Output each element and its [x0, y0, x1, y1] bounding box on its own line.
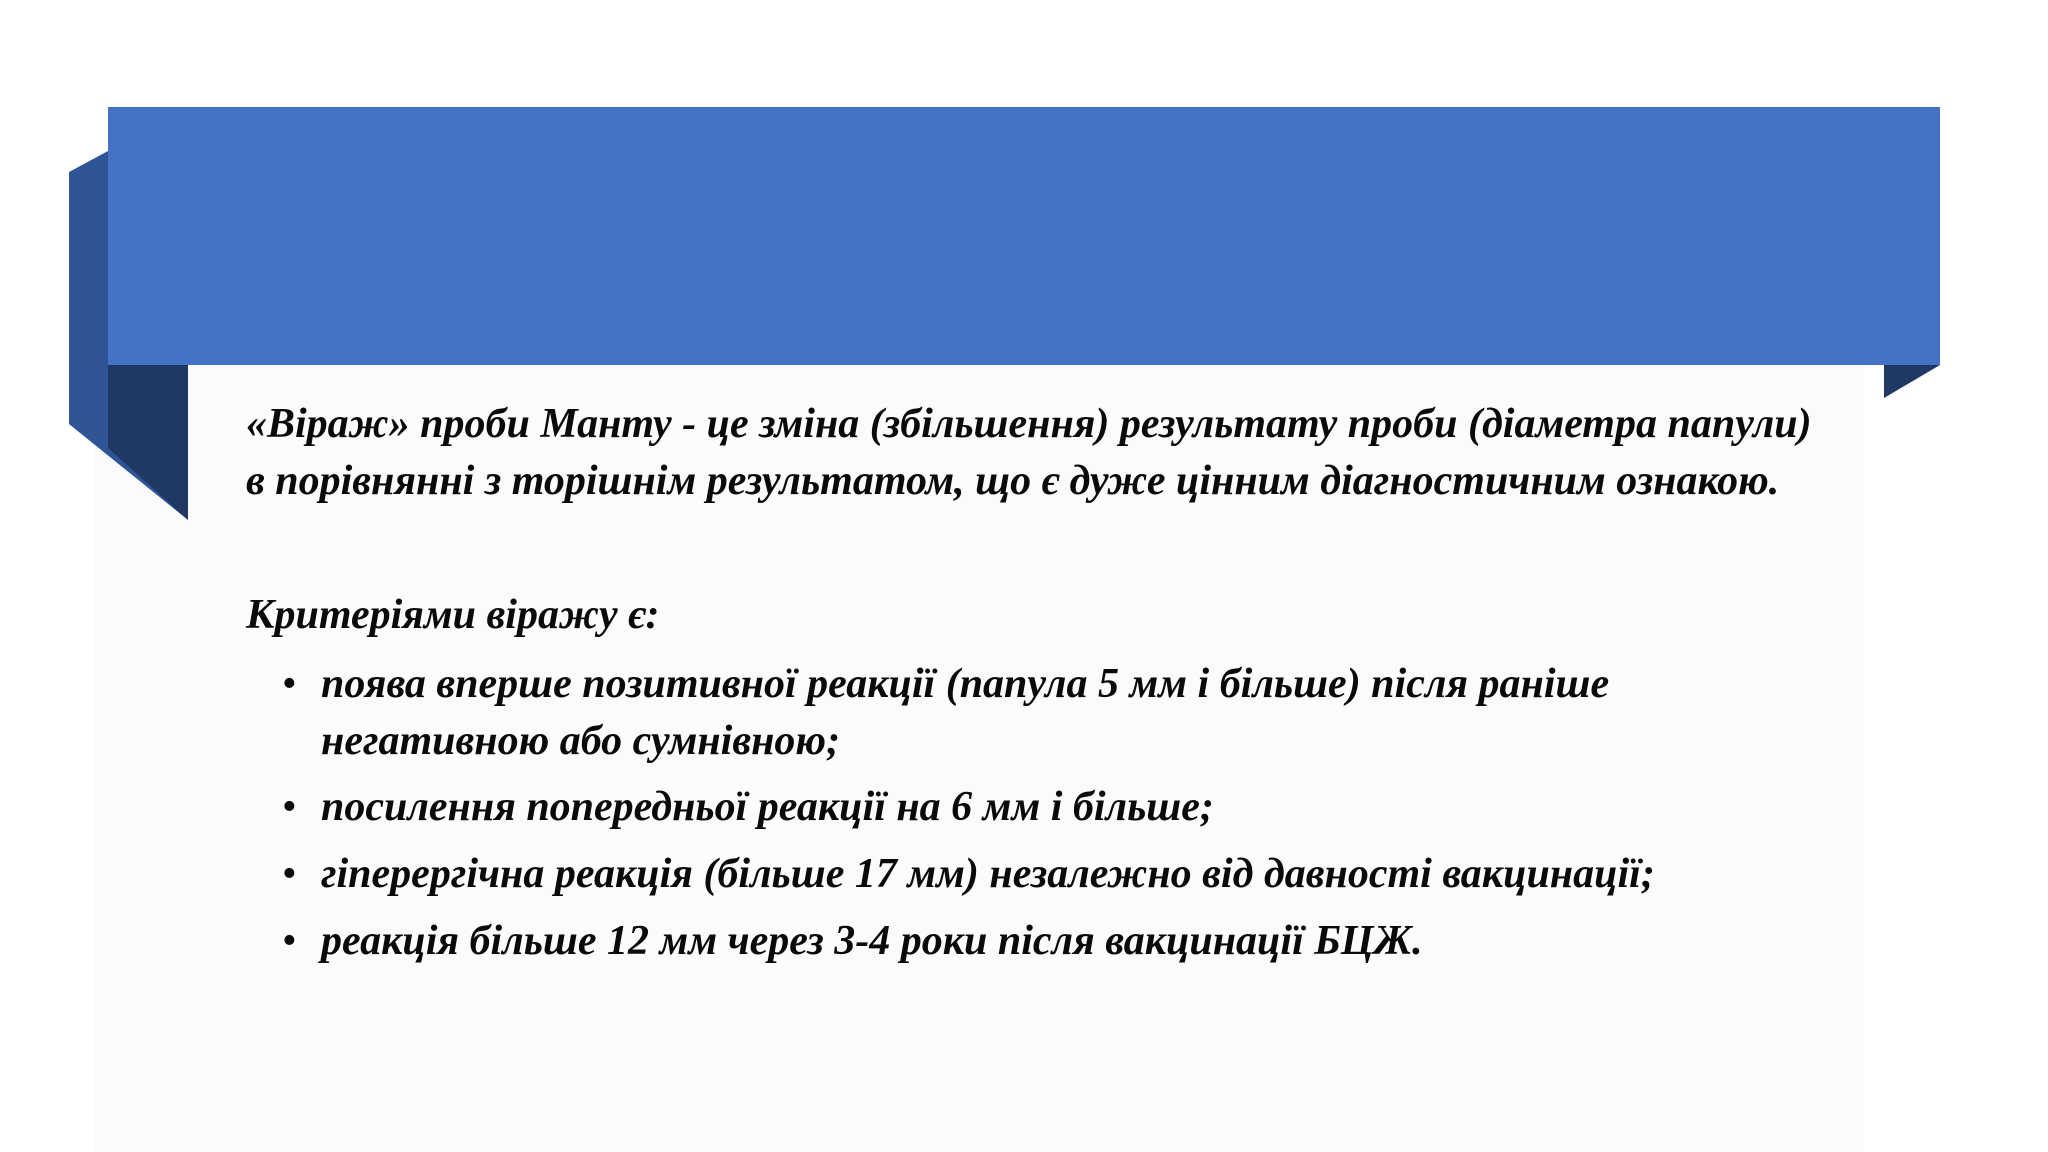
ribbon-right-fold	[1884, 365, 1940, 398]
bullet-icon: •	[282, 917, 297, 964]
criteria-item-text: реакція більше 12 мм через 3-4 роки після вакцинації БЦЖ.	[321, 917, 1423, 964]
ribbon-left-fold	[108, 365, 188, 520]
bullet-icon: •	[282, 784, 297, 831]
list-item	[246, 913, 1846, 970]
bullet-icon: •	[282, 661, 297, 708]
criteria-list	[246, 656, 1846, 969]
bullet-icon: •	[282, 851, 297, 898]
criteria-item-text: поява вперше позитивної реакції (папула 5 мм і більше) після раніше негативною або сумнівною;	[321, 661, 1610, 764]
list-item	[246, 846, 1846, 903]
slide-content	[246, 396, 1846, 980]
list-item	[246, 656, 1846, 769]
intro-paragraph: «Віраж» проби Манту - це зміна (збільшення) результату проби (діаметра папули) в порівнянні з торішнім результатом, що є дуже цінним діагностичним ознакою.	[246, 401, 1812, 504]
criteria-heading: Критеріями віражу є:	[246, 592, 660, 639]
criteria-item-text: гіперергічна реакція (більше 17 мм) незалежно від давності вакцинації;	[321, 851, 1655, 898]
list-item	[246, 779, 1846, 836]
criteria-item-text: посилення попередньої реакції на 6 мм і більше;	[321, 784, 1214, 831]
title-banner	[108, 107, 1940, 365]
